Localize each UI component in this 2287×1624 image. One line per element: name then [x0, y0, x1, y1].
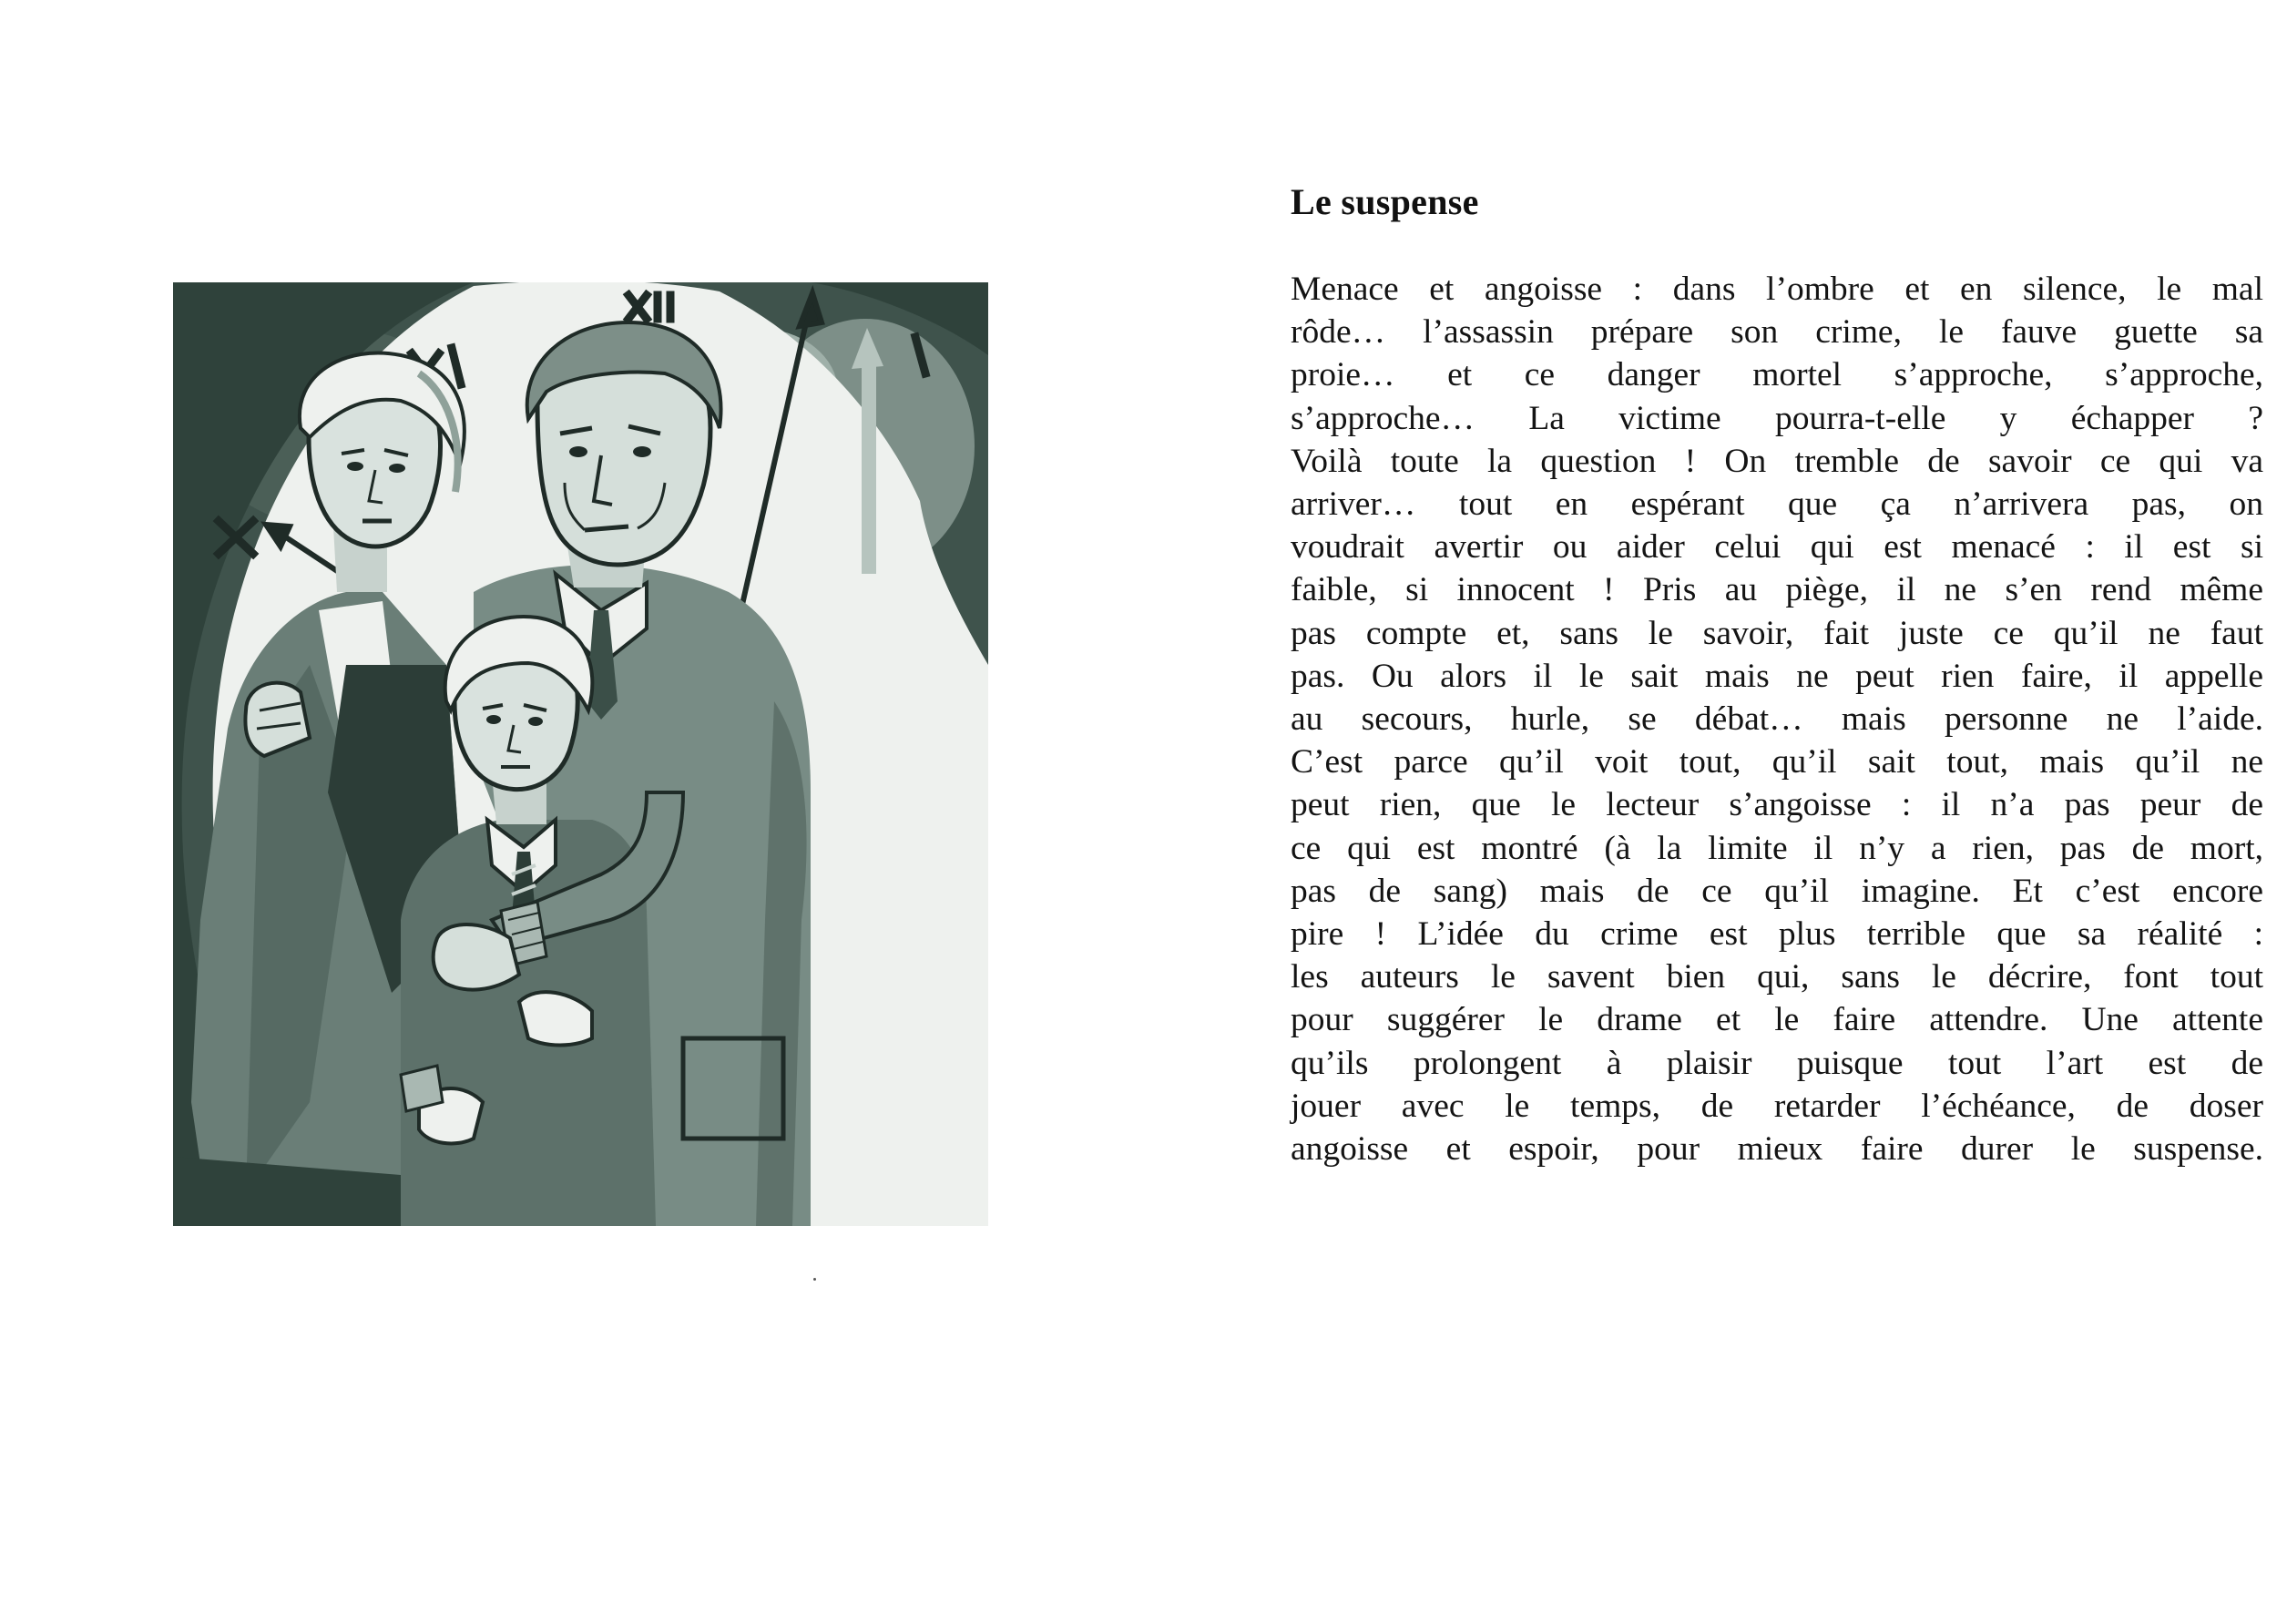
body-line: arriver… tout en espérant que ça n’arrivera pas, on: [1291, 485, 2263, 524]
body-line: jouer avec le temps, de retarder l’échéance, de doser: [1291, 1087, 2263, 1125]
body-line: pas compte et, sans le savoir, fait juste ce qu’il ne faut: [1291, 614, 2263, 652]
body-line: ce qui est montré (à la limite il n’y a rien, pas de mort,: [1291, 829, 2263, 867]
text-column: [1291, 179, 2263, 1170]
body-line: les auteurs le savent bien qui, sans le décrire, font tout: [1291, 958, 2263, 996]
body-line: voudrait avertir ou aider celui qui est menacé : il est si: [1291, 528, 2263, 567]
body-line: pour suggérer le drame et le faire attendre. Une attente: [1291, 1001, 2263, 1039]
page-speck: [813, 1278, 816, 1281]
body-line: C’est parce qu’il voit tout, qu’il sait tout, mais qu’il ne: [1291, 743, 2263, 781]
body-line: Voilà toute la question ! On tremble de savoir ce qui va: [1291, 442, 2263, 480]
body-line: s’approche… La victime pourra-t-elle y échapper ?: [1291, 399, 2263, 437]
body-line: faible, si innocent ! Pris au piège, il ne s’en rend même: [1291, 571, 2263, 609]
body-line: pas de sang) mais de ce qu’il imagine. Et c’est encore: [1291, 872, 2263, 910]
family-clock-illustration: [173, 282, 988, 1226]
body-line: au secours, hurle, se débat… mais personne ne l’aide.: [1291, 700, 2263, 739]
section-title: Le suspense: [1291, 181, 1479, 222]
body-line: qu’ils prolongent à plaisir puisque tout l’art est de: [1291, 1044, 2263, 1082]
body-line: pas. Ou alors il le sait mais ne peut rien faire, il appelle: [1291, 657, 2263, 695]
body-paragraph: [1291, 268, 2263, 1170]
body-line: proie… et ce danger mortel s’approche, s’approche,: [1291, 356, 2263, 394]
body-line: rôde… l’assassin prépare son crime, le fauve guette sa: [1291, 313, 2263, 352]
illustration-drawing: [173, 282, 988, 1226]
body-line: pire ! L’idée du crime est plus terrible que sa réalité :: [1291, 915, 2263, 954]
body-line: Menace et angoisse : dans l’ombre et en silence, le mal: [1291, 271, 2263, 308]
body-line: peut rien, que le lecteur s’angoisse : il n’a pas peur de: [1291, 786, 2263, 824]
body-line: angoisse et espoir, pour mieux faire durer le suspense.: [1291, 1130, 2263, 1169]
